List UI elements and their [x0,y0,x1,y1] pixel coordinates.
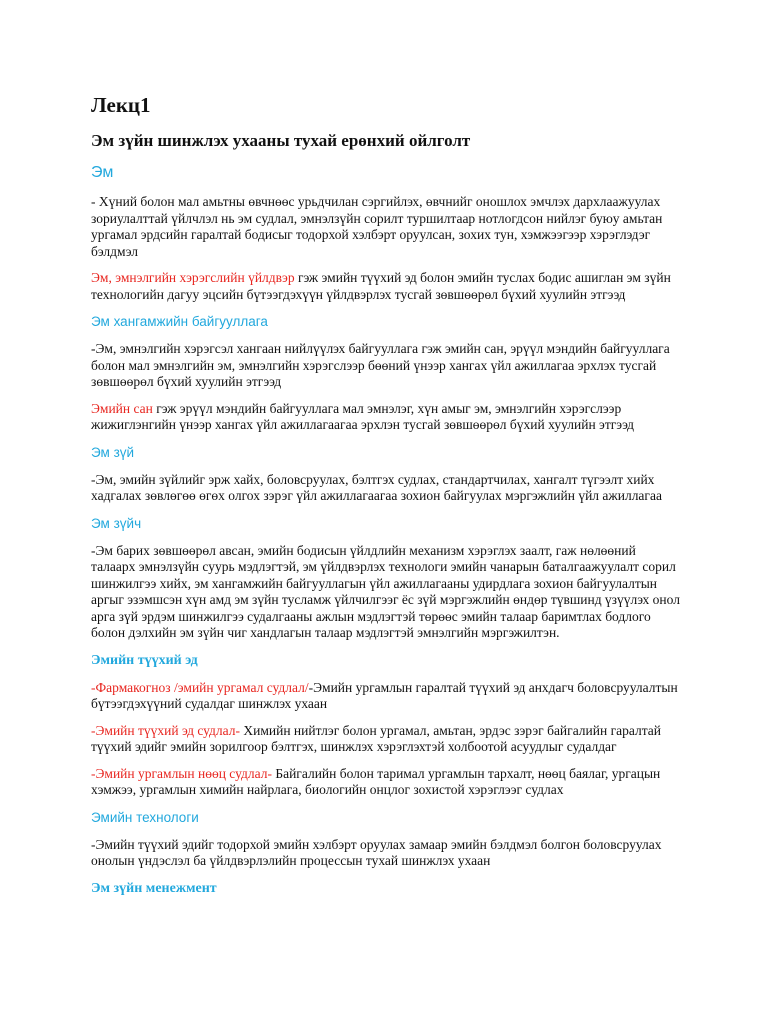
lecture-title: Лекц1 [91,93,151,117]
term-plant-resources: -Эмийн ургамлын нөөц судлал- [91,765,272,781]
term-raw-material-study: -Эмийн түүхий эд судлал- [91,722,240,738]
paragraph-pharmacognosy [91,680,681,713]
paragraph-pharmacist: -Эм барих зөвшөөрөл авсан, эмийн бодисын үйлдлийн механизм хэрэглэх заалт, гаж нөлөөний талаарх эмнэлзүйн суурь мэдлэгтэй, эм үйлдвэрлэх технологи эмийн чанарын баталгаажуулалт сорил шинжилгээ хийх, эм хангамжийн байгууллагын үйл ажиллагааны удирдлага зохион байгуулалтын аргыг эзэмшсэн хүн амд эм зүйн тусламж үйлчилгээг ёс зүй мэргэжлийн өндөр түвшинд үзүүлэх онол арга зүй эрдэм шинжилгээ судалгааны ажлын мэдлэгтэй төрөөс эмийн талаар баримтлах бодлого болон дэлхийн эм зүйн чиг хандлагын талаар мэдлэгтэй эмнэлгийн мэргэжилтэн. [91,542,680,640]
paragraph-technology: -Эмийн түүхий эдийг тодорхой эмийн хэлбэрт оруулах замаар эмийн бэлдмэл болгон боловсруулах онолын үндэслэл ба үйлдвэрлэлийн процессын тухай шинжлэх ухаан [91,836,662,868]
section-heading-technology: Эмийн технологи [91,809,199,825]
paragraph-supply: -Эм, эмнэлгийн хэрэгсэл хангаан нийлүүлэх байгууллага гэж эмийн сан, эрүүл мэндийн байгууллага болон мал эмнэлгийн эм, эмнэлгийн хэрэгслээр бөөний үнээр хангах үйл ажиллагаа эрхлэх тусгай зөвшөөрөл бүхий хуулийн этгээд [91,341,670,389]
paragraph-pharmacy [91,401,681,434]
term-pharmacognosy: -Фармакогноз /эмийн ургамал судлал/ [91,679,309,695]
term-manufacturer: Эм, эмнэлгийн хэрэгслийн үйлдвэр [91,270,295,285]
document-page [91,92,681,908]
paragraph-raw-material-study [91,723,681,756]
term-pharmacy: Эмийн сан [91,400,153,416]
paragraph-pharmacy-science: -Эм, эмийн зүйлийг эрж хайх, боловсруулах, бэлтгэх судлах, стандартчилах, хангалт түгээлт хийх хадгалах зөвлөгөө өгөх олгох зэрэг үйл ажиллагаагаа зохион байгуулах мэргэжлийн үйл ажиллагаа [91,471,662,503]
paragraph-em-definition: - Хүний болон мал амьтны өвчнөөс урьдчилан сэргийлэх, өвчнийг оношлох эмчлэх дархлаажуулах зориулалттай үйлчлэл нь эм судлал, эмнэлзүйн сорилт туршилтаар нотлогдсон нийлэг буюу амьтан ургамал эрдсийн гаралтай бодисыг тодорхой хэлбэрт оруулсан, зохих тун, хэмжээгээр хэрэглэдэг бэлдмэл [91,194,663,259]
paragraph-manufacturer [91,270,681,303]
definition-plant-resources: Байгалийн болон таримал ургамлын тархалт, нөөц баялаг, ургацын хэмжээ, ургамлын химийн найрлага, биологийн онцлог зохистой хэрэглээг судлах [91,765,661,797]
definition-pharmacy: гэж эрүүл мэндийн байгууллага мал эмнэлэг, хүн амыг эм, эмнэлгийн хэрэгслээр жижиглэнгийн үнээр хангах үйл ажиллагаагаа эрхлэн тусгай зөвшөөрөл бүхий хуулийн этгээд [91,400,635,432]
section-heading-raw-materials: Эмийн түүхий эд [91,652,198,668]
section-heading-pharmacy-science: Эм зүй [91,444,135,460]
section-heading-management: Эм зүйн менежмент [91,880,217,896]
section-heading-em: Эм [91,164,114,181]
section-heading-pharmacist: Эм зүйч [91,515,142,531]
definition-raw-material-study: Химийн нийтлэг болон ургамал, амьтан, эрдэс зэрэг байгалийн гаралтай түүхий эдийг эмийн зорилгоор бэлтгэх, шинжлэх хэрэглэхтэй холбоотой асуудлыг судалдаг [91,722,661,754]
section-heading-supply: Эм хангамжийн байгууллага [91,314,268,329]
document-subtitle: Эм зүйн шинжлэх ухааны тухай ерөнхий ойлголт [91,131,471,150]
definition-manufacturer: гэж эмийн түүхий эд болон эмийн туслах бодис ашиглан эм зүйн технологийн дагуу эцсийн бүтээгдэхүүн үйлдвэрлэх тусгай зөвшөөрөл бүхий хуулийн этгээд [91,270,671,302]
paragraph-plant-resources [91,766,681,799]
definition-pharmacognosy: -Эмийн ургамлын гаралтай түүхий эд анхдагч боловсруулалтын бүтээгдэхүүний судалдаг шинжлэх ухаан [91,679,678,711]
